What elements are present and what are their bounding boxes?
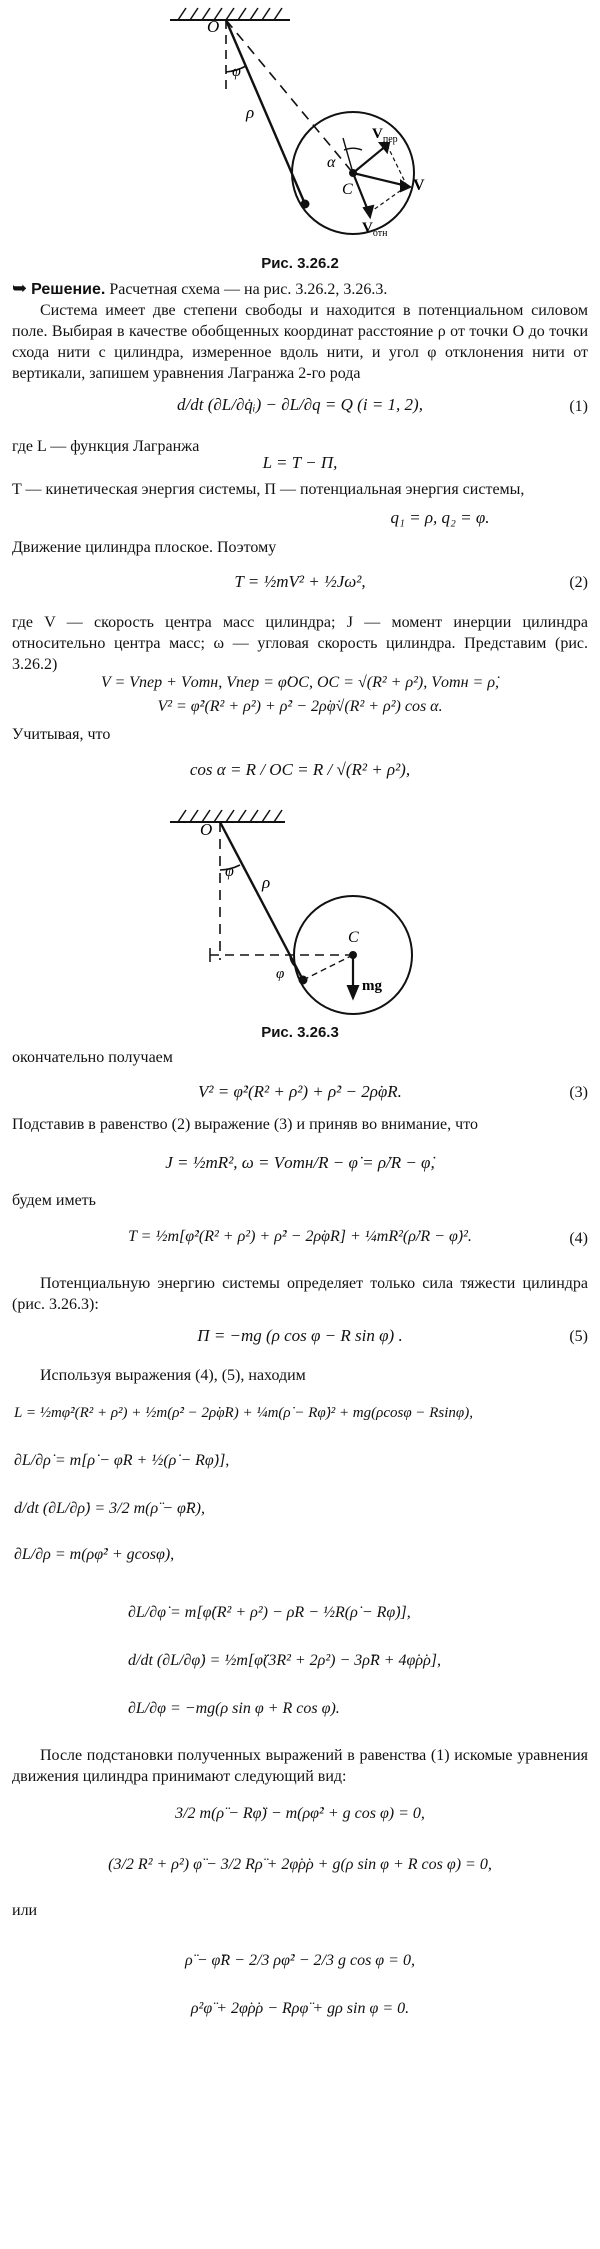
fig1-label-C: C (342, 181, 353, 198)
paragraph-13: или (12, 1902, 38, 1919)
equation-velocity-squared: V² = φ̇²(R² + ρ²) + ρ̇² − 2ρ̇φ̇√(R² + ρ²) cos α. (157, 698, 443, 715)
equation-velocity: V = Vпер + Vотн, Vпер = φ̇OC, OC = √(R² + ρ²), Vотн = ρ̇, (100, 674, 499, 691)
paragraph-3: T — кинетическая энергия системы, Π — потенциальная энергия системы, (12, 481, 525, 498)
fig2-label-phi-top: φ (225, 863, 234, 880)
equation-2-number: (2) (569, 574, 588, 591)
paragraph-2: где L — функция Лагранжа (12, 438, 200, 455)
equation-4: T = ½m[φ̇²(R² + ρ²) + ρ̇² − 2ρ̇φ̇R] + ¼mR²(ρ̇/R − φ̇)². (128, 1228, 472, 1245)
arrow-icon: ➥ (12, 278, 28, 299)
equation-cos-alpha: cos α = R / OC = R / √(R² + ρ²), (189, 760, 411, 779)
fig1-label-alpha: α (327, 154, 336, 171)
paragraph-9: будем иметь (12, 1192, 96, 1209)
solution-heading: Решение. (31, 281, 106, 298)
derivation-dL-dphi: ∂L/∂φ = −mg(ρ sin φ + R cos φ). (128, 1700, 340, 1717)
paragraph-7: окончательно получаем (12, 1049, 173, 1066)
equation-L: L = T − Π, (262, 453, 338, 472)
fig1-label-O: O (207, 17, 220, 36)
equation-4-number: (4) (569, 1230, 588, 1247)
equation-3-number: (3) (569, 1084, 588, 1101)
paragraph-1: Система имеет две степени свободы и находится в потенциальном силовом поле. Выбирая в качестве обобщенных координат расстояние ρ от точки O до точки схода нити с цилиндра, измеренное вдоль нити, и угол φ отклонения нити от вертикали, запишем уравнения Лагранжа 2-го рода (12, 302, 588, 382)
equation-2: T = ½mV² + ½Jω², (234, 572, 366, 591)
fig1-label-vper: $V_{пер}$ (372, 126, 398, 145)
paragraph-4: Движение цилиндра плоское. Поэтому (12, 539, 277, 556)
equation-5-number: (5) (569, 1328, 588, 1345)
fig2-label-O: O (200, 820, 213, 839)
equation-coords: q₁ = ρ, q₂ = φ. (390, 508, 490, 527)
paragraph-8: Подставив в равенство (2) выражение (3) и приняв во внимание, что (12, 1116, 478, 1133)
final-equation-4: ρ²φ̈ + 2φ̇ρ̇ρ − Rρφ̈ + gρ sin φ = 0. (190, 2000, 410, 2017)
solution-intro-text: Расчетная схема — на рис. 3.26.2, 3.26.3. (109, 281, 388, 298)
fig2-label-C: C (348, 929, 359, 946)
paragraph-12: После подстановки полученных выражений в равенства (1) искомые уравнения движения цилиндра принимают следующий вид: (12, 1747, 588, 1785)
fig1-label-rho: ρ (246, 103, 255, 122)
equation-1: d/dt (∂L/∂q̇ᵢ) − ∂L/∂q = Q (i = 1, 2), (177, 395, 423, 414)
solution-intro (12, 278, 588, 300)
derivation-L: L = ½mφ̇²(R² + ρ²) + ½m(ρ̇² − 2ρ̇φ̇R) + ¼m(ρ̇ − Rφ̇)² + mg(ρcosφ − Rsinφ), (14, 1405, 473, 1421)
fig1-label-phi: φ (232, 63, 241, 80)
equation-1-number: (1) (569, 398, 588, 415)
derivation-ddt-dL-dphi-dot: d/dt (∂L/∂φ̇) = ½m[φ̈(3R² + 2ρ²) − 3ρ̈R + 4φ̇ρ̇ρ], (128, 1652, 441, 1669)
fig1-label-V: V (413, 177, 425, 194)
equation-J-omega: J = ½mR², ω = Vотн/R − φ̇ = ρ̇/R − φ̇, (165, 1153, 435, 1172)
fig1-caption: Рис. 3.26.2 (261, 255, 339, 272)
paragraph-11: Используя выражения (4), (5), находим (40, 1367, 306, 1384)
fig2-label-rho: ρ (262, 873, 271, 892)
figure-3-26-3 (0, 800, 600, 1030)
derivation-ddt-dL-drho-dot: d/dt (∂L/∂ρ̇) = 3/2 m(ρ̈ − φ̈R), (14, 1500, 205, 1517)
derivation-dL-dphi-dot: ∂L/∂φ̇ = m[φ̇(R² + ρ²) − ρ̇R − ½R(ρ̇ − Rφ̇)], (128, 1604, 411, 1621)
final-equation-3: ρ̈ − φ̈R − 2/3 ρφ̇² − 2/3 g cos φ = 0, (185, 1952, 415, 1969)
final-equation-2: (3/2 R² + ρ²) φ̈ − 3/2 Rρ̈ + 2φ̇ρ̇ρ + g(ρ sin φ + R cos φ) = 0, (108, 1856, 492, 1873)
fig1-label-votn: $V_{отн}$ (362, 220, 388, 239)
equation-5: Π = −mg (ρ cos φ − R sin φ) . (197, 1326, 403, 1345)
derivation-dL-drho-dot: ∂L/∂ρ̇ = m[ρ̇ − φ̇R + ½(ρ̇ − Rφ̇)], (14, 1452, 230, 1469)
derivation-dL-drho: ∂L/∂ρ = m(ρφ̇² + gcosφ), (14, 1546, 175, 1563)
paragraph-5: где V — скорость центра масс цилиндра; J — момент инерции цилиндра относительно центра масс; ω — угловая скорость цилиндра. Представим (рис. 3.26.2) (12, 614, 588, 673)
fig2-label-mg: mg (362, 978, 382, 994)
figure-3-26-2 (0, 0, 600, 260)
final-equation-1: 3/2 m(ρ̈ − Rφ̈) − m(ρφ̇² + g cos φ) = 0, (175, 1805, 425, 1822)
paragraph-6: Учитывая, что (12, 726, 111, 743)
fig2-label-phi-bottom: φ (276, 966, 285, 982)
fig2-caption: Рис. 3.26.3 (261, 1024, 339, 1041)
equation-3: V² = φ̇²(R² + ρ²) + ρ̇² − 2ρ̇φ̇R. (198, 1082, 402, 1101)
paragraph-10: Потенциальную энергию системы определяет только сила тяжести цилиндра (рис. 3.26.3): (12, 1275, 588, 1313)
